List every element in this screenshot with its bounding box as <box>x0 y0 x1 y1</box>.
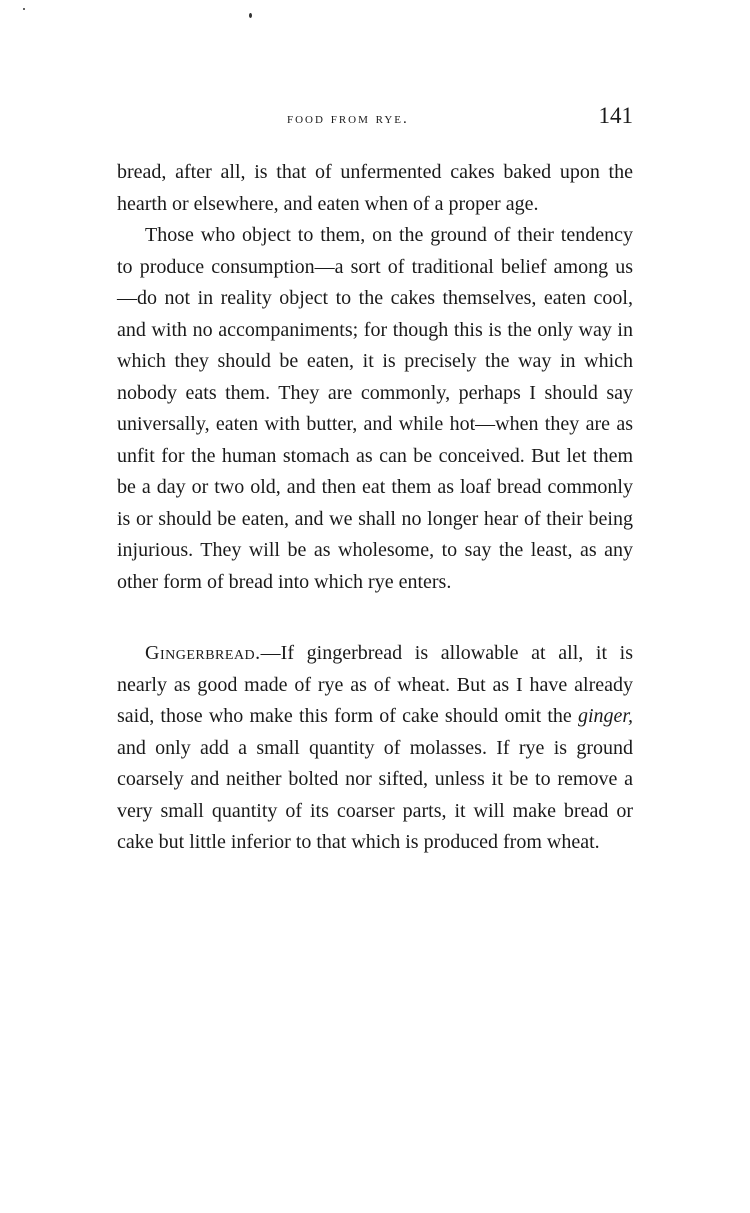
ink-speck <box>23 8 25 10</box>
running-title: food from rye. <box>287 111 409 127</box>
paragraph-gingerbread <box>117 638 633 859</box>
page-number: 141 <box>598 103 633 128</box>
page-body <box>117 157 633 859</box>
section-lead-word: Gingerbread. <box>145 642 261 664</box>
running-head <box>117 103 633 137</box>
paragraph-text: and only add a small quantity of molasses. If rye is ground coarsely and neither bolted nor sifted, unless it be to remove a very small quantity of its coarser parts, it will make bread or cake but little inferior to that which is produced from wheat. <box>117 736 633 853</box>
emphasized-word: ginger, <box>578 705 633 727</box>
paragraph-continuation: bread, after all, is that of unfermented cakes baked upon the hearth or elsewhere, and eaten when of a proper age. <box>117 161 633 215</box>
paragraph-text: —If gingerbread is allowable at all, it is nearly as good made of rye as of wheat. But as I have already said, those who make this form of cake should omit the <box>117 642 633 727</box>
paragraph-rye-cakes: Those who object to them, on the ground of their tendency to produce consumption—a sort of traditional belief among us—do not in reality object to the cakes themselves, eaten cool, and with no accompaniments; for though this is the only way in which they should be eaten, it is precisely the way in which nobody eats them. They are commonly, perhaps I should say universally, eaten with butter, and while hot—when they are as unfit for the human stomach as can be conceived. But let them be a day or two old, and then eat them as loaf bread commonly is or should be eaten, and we shall no longer hear of their being injurious. They will be as wholesome, to say the least, as any other form of bread into which rye enters. <box>117 224 633 593</box>
ink-speck <box>249 13 252 18</box>
